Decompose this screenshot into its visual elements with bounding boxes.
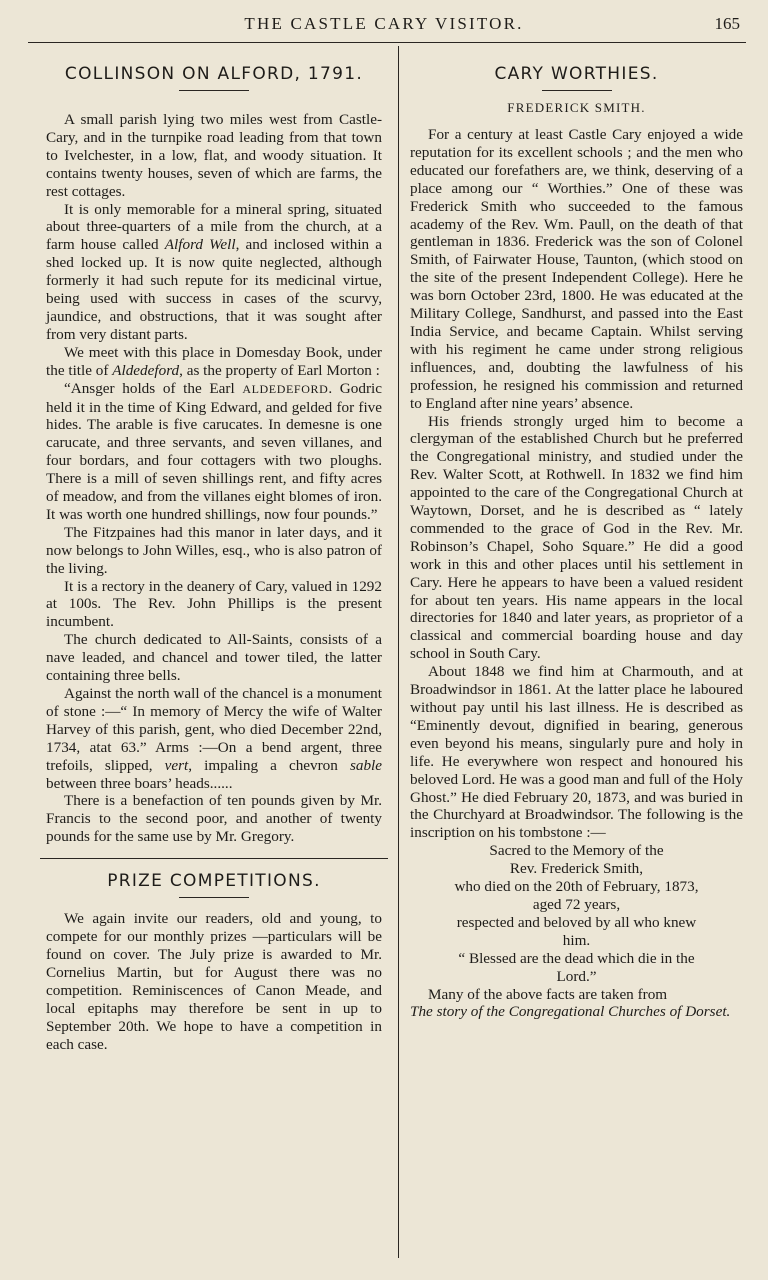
worthies-paragraph-1: For a century at least Castle Cary enjoyed a wide reputation for its excellent schools ; and the men who educated our forefathers are, we think, deserving of a place among our “ Worthies.” One of these was Frederick Smith who succeeded to the famous academy of the Rev. Wm. Paull, on the death of that gentleman in 1836. Frederick was the son of Colonel Smith, of Fairwater House, Taunton, (which stood on the site of the present Independent College). Here he was born October 23rd, 1800. He was educated at the Military College, Sandhurst, and passed into the East India Service, and became Captain. Whilst serving with his regiment he came under strong religious influences, and, doubting the lawfulness of his profession, he resigned his commission and returned to England after nine years’ absence. [410, 126, 743, 412]
cary-worthies-heading: CARY WORTHIES. [494, 64, 659, 84]
worthies-paragraph-4: Many of the above facts are taken from [428, 985, 668, 1003]
aldedeford-title: Aldedeford [112, 361, 180, 379]
collinson-heading-rule [179, 90, 249, 91]
page-number: 165 [714, 14, 740, 33]
right-column [410, 56, 743, 1021]
epitaph-line-4: aged 72 years, [532, 895, 621, 913]
section-rule [40, 858, 388, 859]
prize-paragraph: We again invite our readers, old and young, to compete for our monthly prizes —particulars will be found on cover. The July prize is awarded to Mr. Cornelius Martin, but for August there was no competition. Reminiscences of Canon Meade, and local epitaphs may therefore be sent in up to September 20th. We hope to have a competition in each case. [46, 910, 382, 1053]
alford-well-place-name: Alford Well [164, 236, 236, 254]
epitaph-line-2: Rev. Frederick Smith, [509, 860, 644, 878]
tombstone-inscription [410, 842, 743, 985]
domesday-quotation: “Ansger holds of the Earl ALDEDEFORD. Godric held it in the time of King Edward, and gelded for five hides. The arable is five carucates. In demesne is one carucate, and three servants, and seven villanes, and four bordars, and four cottagers with two ploughs. There is a mill of seven shillings rent, and fifty acres of meadow, and from the villanes eight blomes of iron. It was worth one hundred shillings, now four pounds.” [46, 379, 382, 523]
collinson-paragraph-1: A small parish lying two miles west from Castle-Cary, and in the turnpike road leading from that town to Ivelchester, in a low, flat, and woody situation. It contains twenty houses, seven of which are farms, the rest cottages. [46, 111, 382, 200]
source-book-title: The story of the Congregational Churches of Dorset. [410, 1003, 731, 1021]
collinson-paragraph-3: We meet with this place in Domesday Book, under the title of Aldedeford, as the property of Earl Morton : [46, 343, 382, 379]
prize-heading-rule [179, 897, 249, 898]
collinson-paragraph-5: The Fitzpaines had this manor in later days, and it now belongs to John Willes, esq., who is also patron of the living. [46, 523, 382, 577]
column-divider [398, 46, 399, 1258]
aldedeford-smallcaps: ALDEDEFORD [242, 381, 329, 396]
running-head [0, 12, 768, 36]
epitaph-line-1: Sacred to the Memory of the [489, 842, 664, 860]
collinson-paragraph-8: Against the north wall of the chancel is a monument of stone :—“ In memory of Mercy the wife of Walter Harvey of this parish, gent, who died December 22nd, 1734, atat 63.” Arms :—On a bend argent, three trefoils, slipped, vert, impaling a chevron sable between three boars’ heads...... [46, 685, 382, 792]
epitaph-line-3: who died on the 20th of February, 1873, [454, 878, 699, 896]
collinson-paragraph-7: The church dedicated to All-Saints, consists of a nave leaded, and chancel and tower tiled, the latter containing three bells. [46, 631, 382, 685]
collinson-heading: COLLINSON ON ALFORD, 1791. [64, 64, 364, 84]
collinson-paragraph-6: It is a rectory in the deanery of Cary, valued in 1292 at 100s. The Rev. John Phillips is the present incumbent. [46, 577, 382, 631]
collinson-paragraph-2: It is only memorable for a mineral spring, situated about three-quarters of a mile from the church, at a farm house called Alford Well, and inclosed within a shed locked up. It is now quite neglected, although formerly it had such repute for its medicinal virtue, being used with success in cases of the scurvy, jaundice, and obstructions, that it was sought after from very distant parts. [46, 200, 383, 343]
epitaph-line-5: respected and beloved by all who knew [456, 913, 697, 931]
prize-heading: PRIZE COMPETITIONS. [107, 871, 321, 892]
header-rule [28, 42, 746, 43]
left-column [46, 56, 382, 1053]
collinson-paragraph-9: There is a benefaction of ten pounds given by Mr. Francis to the second poor, and another of twenty pounds for the same use by Mr. Gregory. [46, 792, 382, 846]
epitaph-line-7: “ Blessed are the dead which die in the [458, 949, 695, 967]
frederick-smith-subheading: FREDERICK SMITH. [507, 100, 646, 115]
worthies-paragraph-2: His friends strongly urged him to become a clergyman of the established Church but he preferred the Congregational ministry, and studied under the Rev. Walter Scott, at Rothwell. In 1832 we find him appointed to the care of the Congregational Church at Waytown, Dorset, and he is described as “ lately commended to the grace of God in the Rev. Mr. Robinson’s Chapel, Soho Square.” He did a good work in this and other places until his settlement in Cary. Here he appears to have been a valued resident for about ten years. His name appears in the local directories for 1840 and later years, as proprietor of a classical and commercial boarding house and day school in South Cary. [410, 412, 743, 663]
cary-worthies-heading-rule [542, 90, 612, 91]
worthies-paragraph-3: About 1848 we find him at Charmouth, and at Broadwindsor in 1861. At the latter place he laboured without pay until his last illness. He is described as “Eminently devout, dignified in bearing, generous even beyond his means, singularly pure and holy in life. He everywhere won respect and honoured his beloved Lord. He was a good man and full of the Holy Ghost.” He died February 20, 1873, and was buried in the Churchyard at Broadwindsor. The following is the inscription on his tombstone :— [410, 663, 743, 842]
running-title: THE CASTLE CARY VISITOR. [244, 14, 524, 33]
epitaph-line-8: Lord.” [556, 967, 597, 985]
epitaph-line-6: him. [562, 931, 591, 949]
